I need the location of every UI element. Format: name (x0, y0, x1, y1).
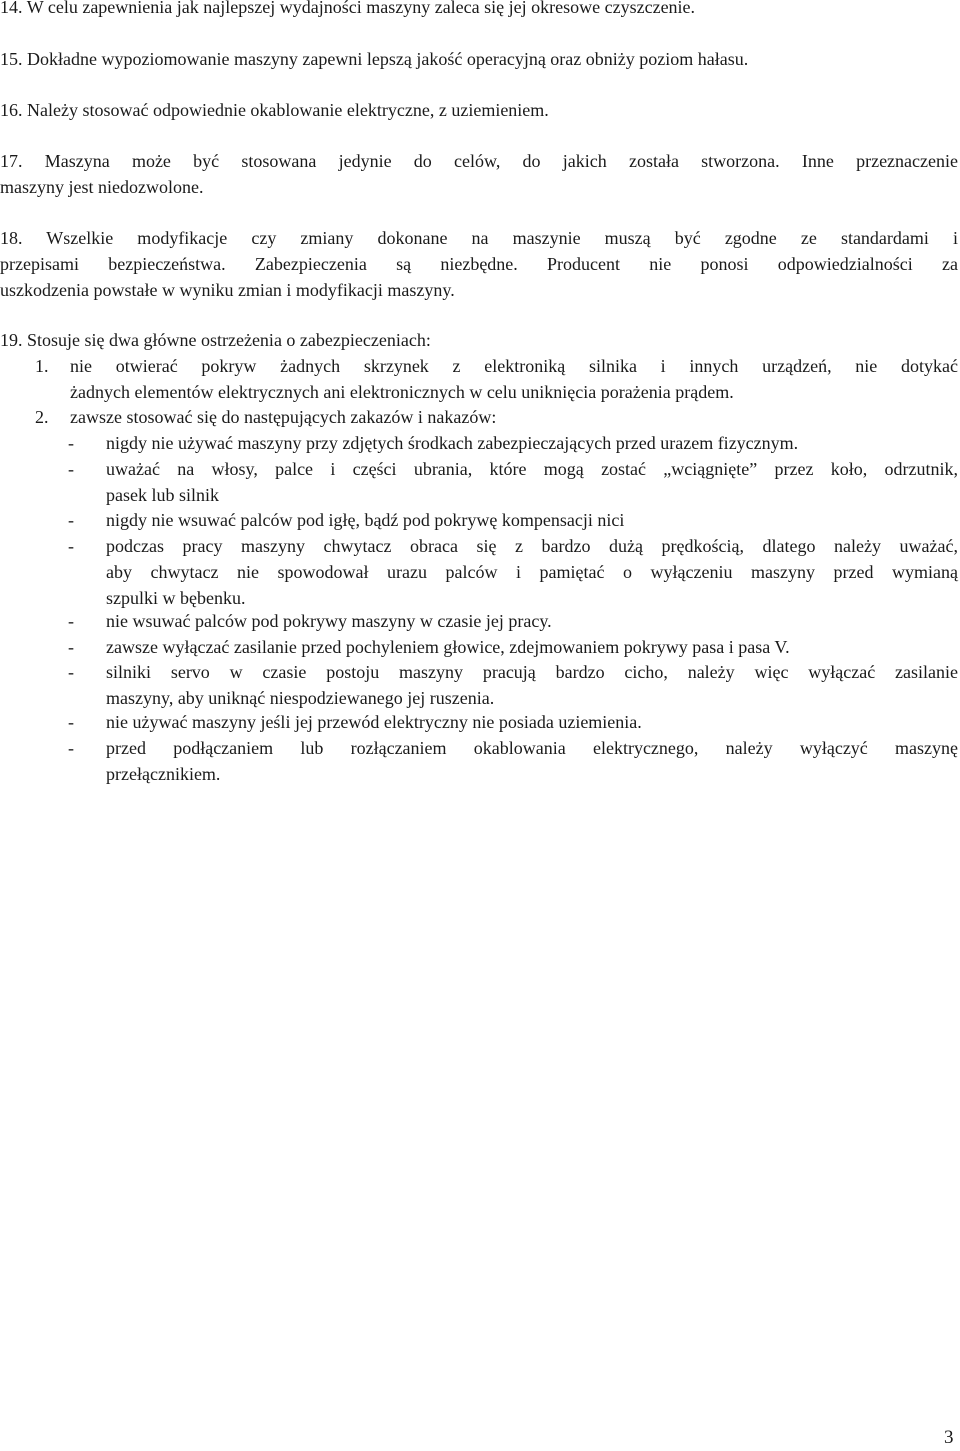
item-17 (0, 148, 958, 200)
bullet-text-line: nigdy nie używać maszyny przy zdjętych środkach zabezpieczających przed urazem fizycznym. (106, 433, 799, 453)
bullet-dash: - (68, 433, 74, 453)
bullet-text-line: przełącznikiem. (106, 764, 221, 784)
bullet-text-line: nie używać maszyny jeśli jej przewód elektryczny nie posiada uziemienia. (106, 712, 642, 732)
item-number: 17. (0, 151, 23, 171)
bullet-text-line: nie wsuwać palców pod pokrywy maszyny w czasie jej pracy. (106, 611, 552, 631)
page-number: 3 (944, 1427, 954, 1448)
bullet-text-line: przed podłączaniem lub rozłączaniem okablowania elektrycznego, należy wyłączyć maszynę (106, 738, 958, 758)
bullet-dash: - (68, 662, 74, 682)
item-number: 15. (0, 49, 23, 69)
bullet-dash: - (68, 459, 74, 479)
item-15 (0, 46, 958, 72)
bullet-text-line: szpulki w bębenku. (106, 588, 246, 608)
item-text: W celu zapewnienia jak najlepszej wydajności maszyny zaleca się jej okresowe czyszczenie. (26, 0, 696, 17)
warning-text-line: nie otwierać pokryw żadnych skrzynek z elektroniką silnika i innych urządzeń, nie dotykać (70, 356, 958, 376)
bullet-dash: - (68, 536, 74, 556)
bullet-dash: - (68, 637, 74, 657)
item-19 (0, 327, 958, 353)
bullet-dash: - (68, 611, 74, 631)
bullet-text-line: maszyny, aby uniknąć niespodziewanego jej ruszenia. (106, 688, 495, 708)
item-number: 18. (0, 228, 23, 248)
item-text: Dokładne wypoziomowanie maszyny zapewni lepszą jakość operacyjną oraz obniży poziom hałasu. (27, 49, 749, 69)
item-text-line: Maszyna może być stosowana jedynie do celów, do jakich została stworzona. Inne przeznaczenie (44, 151, 958, 171)
bullet-dash: - (68, 510, 74, 530)
item-18 (0, 225, 958, 303)
item-number: 19. (0, 330, 23, 350)
item-16 (0, 97, 958, 123)
item-number: 16. (0, 100, 23, 120)
item-number: 14. (0, 0, 23, 17)
bullet-text-line: nigdy nie wsuwać palców pod igłę, bądź pod pokrywę kompensacji nici (106, 510, 625, 530)
bullet-dash: - (68, 712, 74, 732)
bullet-text-line: podczas pracy maszyny chwytacz obraca się z bardzo dużą prędkością, dlatego należy uważać, (106, 536, 958, 556)
item-text-line: przepisami bezpieczeństwa. Zabezpieczenia są niezbędne. Producent nie ponosi odpowiedzialności za (0, 254, 958, 274)
item-text-line: uszkodzenia powstałe w wyniku zmian i modyfikacji maszyny. (0, 280, 455, 300)
warning-number: 2. (35, 407, 49, 427)
item-text: Należy stosować odpowiednie okablowanie elektryczne, z uziemieniem. (27, 100, 549, 120)
bullet-dash: - (68, 738, 74, 758)
item-14 (0, 0, 958, 20)
bullet-text-line: zawsze wyłączać zasilanie przed pochyleniem głowice, zdejmowaniem pokrywy pasa i pasa V. (106, 637, 790, 657)
bullet-text-line: silniki servo w czasie postoju maszyny pracują bardzo cicho, należy więc wyłączać zasilanie (106, 662, 958, 682)
warning-text-line: zawsze stosować się do następujących zakazów i nakazów: (70, 407, 497, 427)
bullet-text-line: aby chwytacz nie spowodował urazu palców i pamiętać o wyłączeniu maszyny przed wymianą (106, 562, 958, 582)
bullet-text-line: pasek lub silnik (106, 485, 219, 505)
bullet-text-line: uważać na włosy, palce i części ubrania, które mogą zostać „wciągnięte” przez koło, odrzutnik, (106, 459, 958, 479)
warning-text-line: żadnych elementów elektrycznych ani elektronicznych w celu uniknięcia porażenia prądem. (70, 382, 734, 402)
item-text-line: maszyny jest niedozwolone. (0, 177, 204, 197)
item-text-line: Wszelkie modyfikacje czy zmiany dokonane na maszynie muszą być zgodne ze standardami i (46, 228, 958, 248)
warning-number: 1. (35, 356, 49, 376)
item-text: Stosuje się dwa główne ostrzeżenia o zabezpieczeniach: (27, 330, 431, 350)
